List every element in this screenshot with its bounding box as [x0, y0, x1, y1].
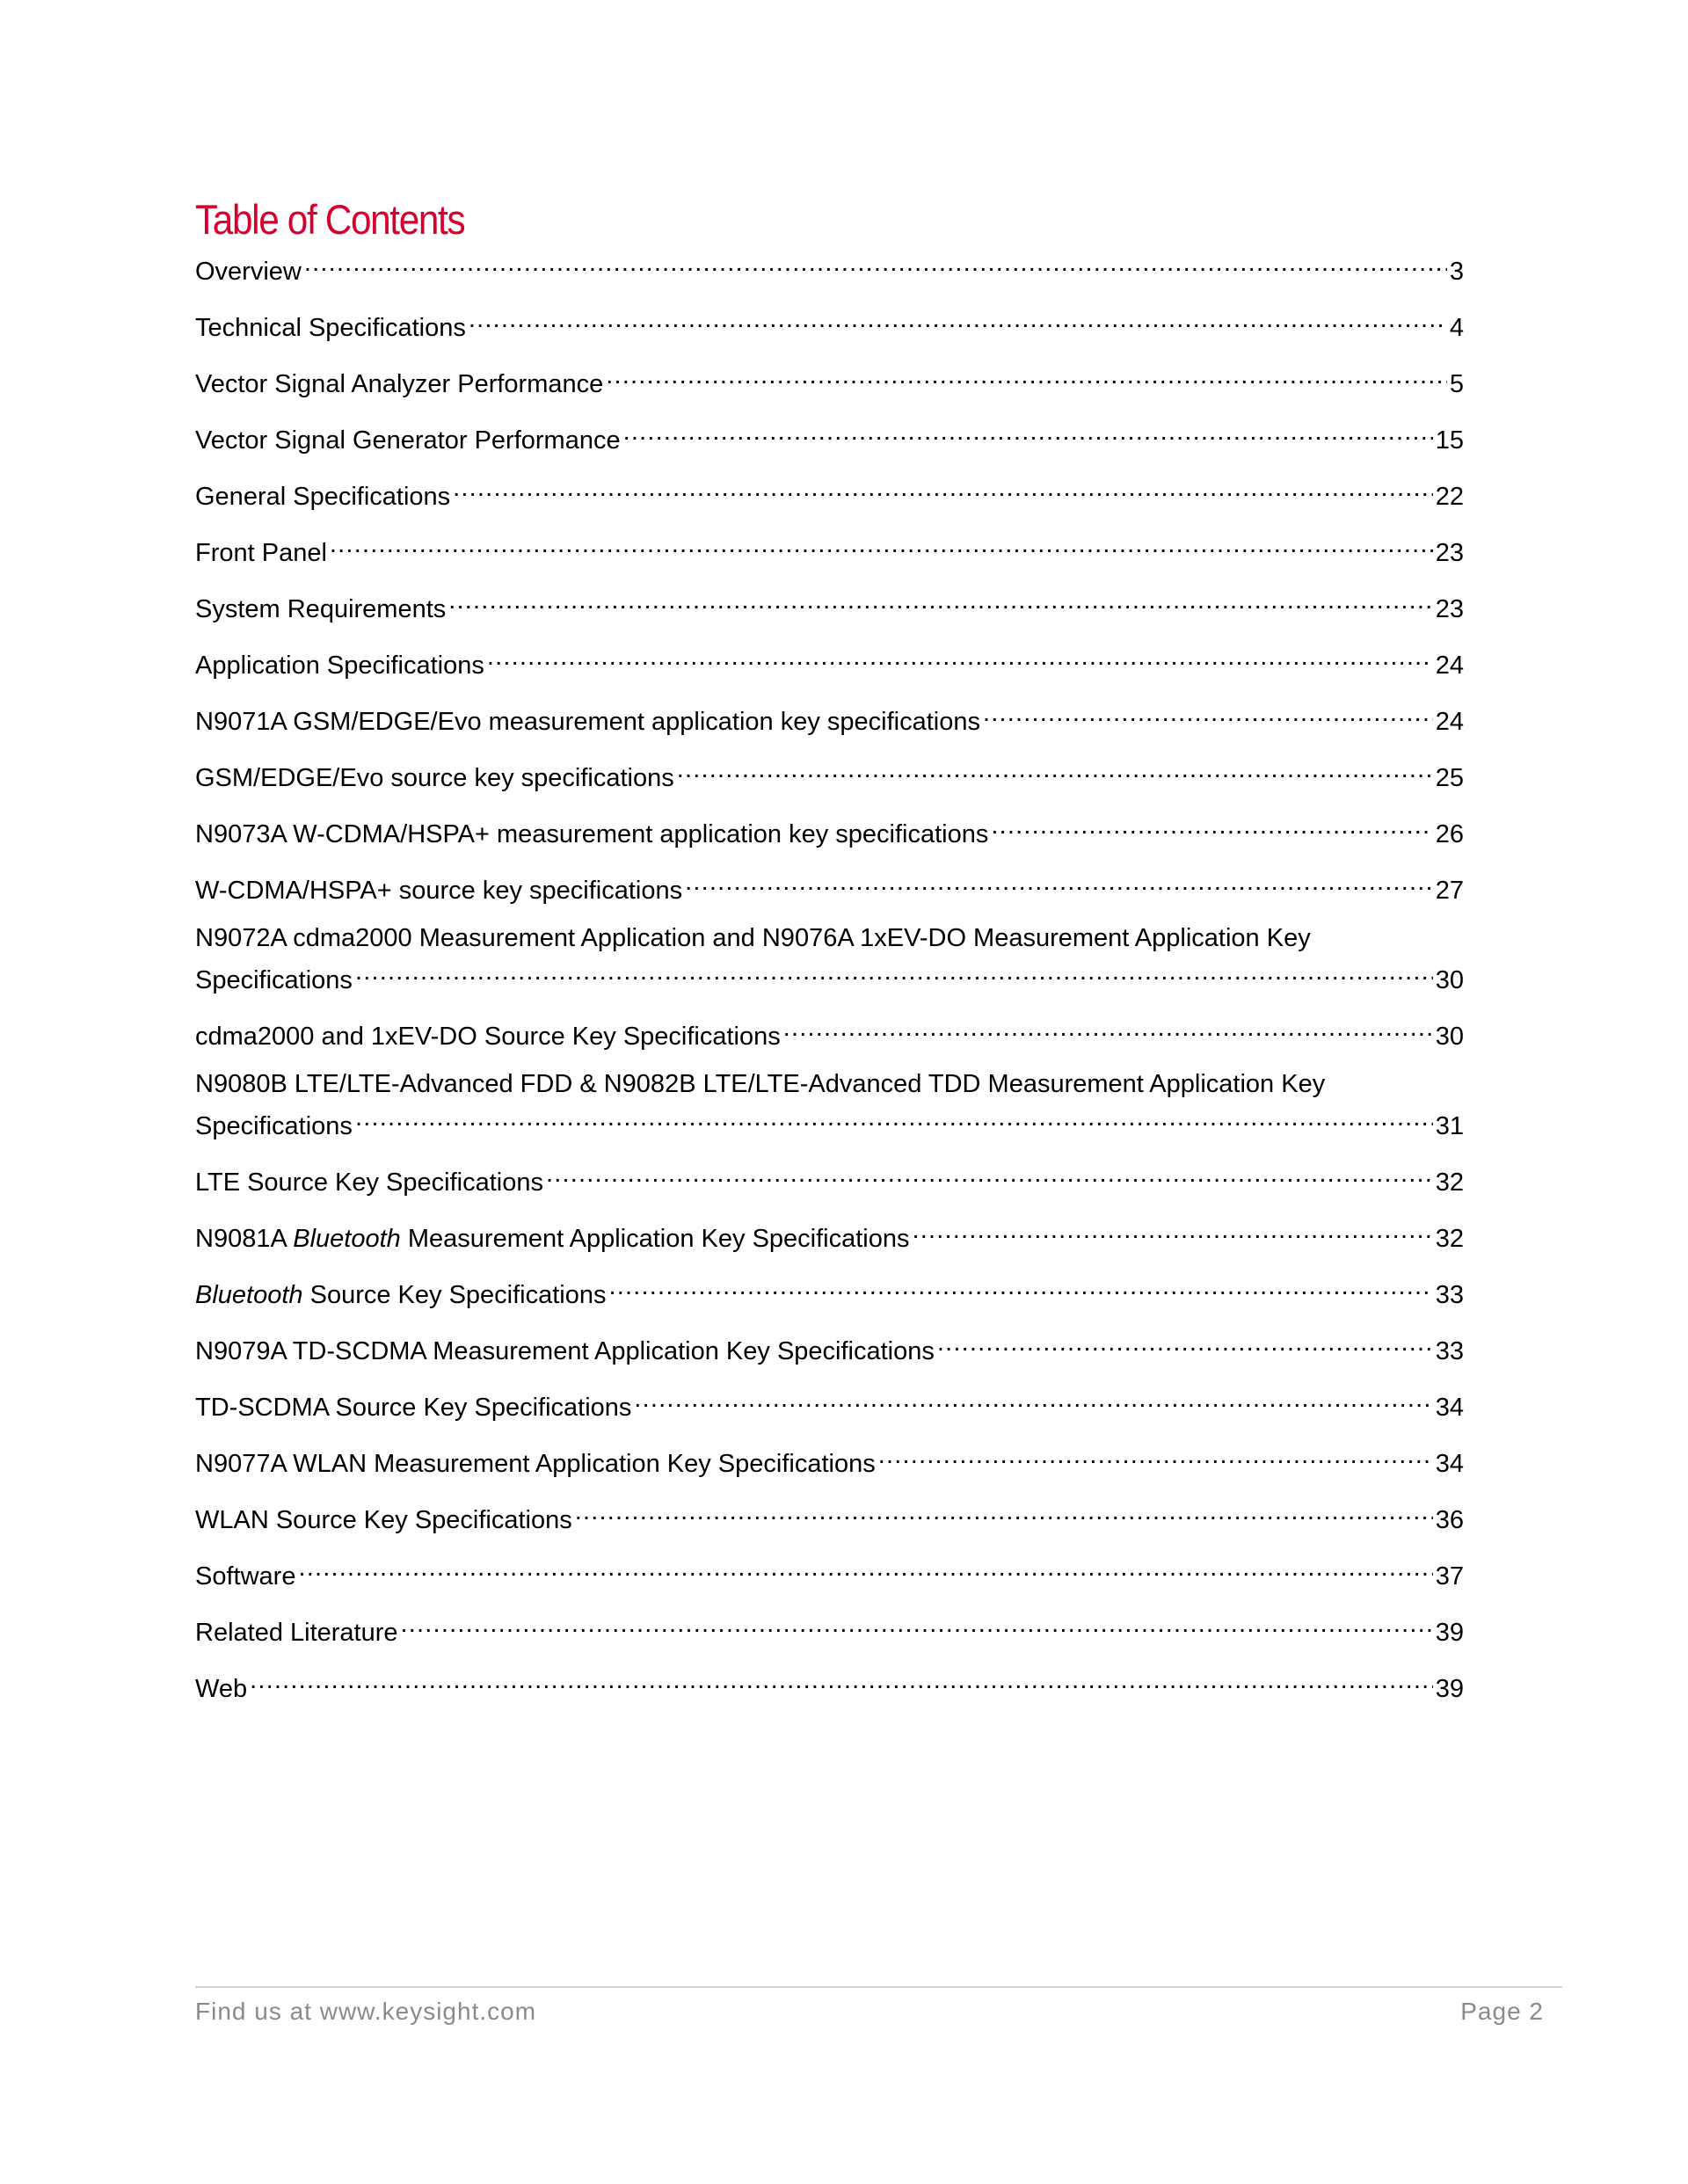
- page-title: Table of Contents: [195, 196, 465, 243]
- toc-entry[interactable]: [195, 359, 1464, 401]
- dot-leader: [487, 640, 1433, 673]
- toc-entry[interactable]: [195, 809, 1464, 851]
- toc-entry[interactable]: [195, 1213, 1464, 1256]
- dot-leader: [401, 1607, 1433, 1641]
- toc-entry-title: [195, 1335, 935, 1368]
- dot-leader: [937, 1326, 1433, 1359]
- toc-page-number: 15: [1435, 426, 1464, 455]
- toc-page-number: 24: [1435, 652, 1464, 680]
- dot-leader: [304, 246, 1447, 280]
- toc-entry[interactable]: [195, 640, 1464, 682]
- toc-page-number: 3: [1449, 258, 1464, 286]
- dot-leader: [606, 359, 1447, 392]
- title-text: cdma2000 and 1xEV-DO Source Key Specifications: [195, 1023, 781, 1051]
- title-text: Web: [195, 1675, 248, 1703]
- toc-entry[interactable]: [195, 246, 1464, 288]
- toc-entry-title: [195, 1447, 876, 1481]
- toc-entry-title-line1: N9080B LTE/LTE-Advanced FDD & N9082B LTE/LTE-Advanced TDD Measurement Application Key: [195, 1070, 1326, 1098]
- table-of-contents: [195, 246, 1464, 1720]
- toc-entry[interactable]: [195, 865, 1464, 907]
- title-text: N9071A GSM/EDGE/Evo measurement application key specifications: [195, 708, 980, 736]
- toc-page-number: 23: [1435, 595, 1464, 623]
- toc-entry-title: [195, 705, 980, 739]
- toc-entry-title: [195, 1110, 353, 1143]
- title-text: Overview: [195, 258, 302, 286]
- toc-entry-title: [195, 536, 327, 570]
- toc-page-number: 24: [1435, 708, 1464, 736]
- toc-entry-title: [195, 1391, 631, 1424]
- dot-leader: [250, 1663, 1433, 1697]
- toc-page-number: 34: [1435, 1450, 1464, 1478]
- toc-entry[interactable]: [195, 1011, 1464, 1053]
- toc-entry[interactable]: [195, 1270, 1464, 1312]
- toc-page-number: 4: [1449, 314, 1464, 342]
- title-text: Source Key Specifications: [302, 1281, 607, 1309]
- dot-leader: [298, 1551, 1432, 1584]
- title-text: N9077A WLAN Measurement Application Key Specifications: [195, 1450, 876, 1478]
- title-text: N9081A: [195, 1225, 294, 1253]
- toc-entry-title: [195, 1166, 543, 1199]
- toc-entry[interactable]: [195, 1382, 1464, 1424]
- dot-leader: [448, 584, 1432, 617]
- toc-page-number: 26: [1435, 820, 1464, 848]
- toc-entry-title: [195, 1020, 781, 1053]
- toc-entry[interactable]: [195, 1607, 1464, 1649]
- title-text: Application Specifications: [195, 652, 484, 680]
- toc-entry-title: [195, 311, 466, 345]
- toc-entry[interactable]: [195, 415, 1464, 457]
- toc-entry-title: [195, 593, 446, 626]
- toc-entry[interactable]: [195, 1551, 1464, 1593]
- toc-entry-title: [195, 874, 682, 907]
- title-text: Vector Signal Analyzer Performance: [195, 370, 604, 398]
- toc-entry[interactable]: [195, 1438, 1464, 1481]
- dot-leader: [685, 865, 1433, 899]
- title-text: Specifications: [195, 966, 353, 994]
- title-text: N9079A TD-SCDMA Measurement Application Key Specifications: [195, 1337, 935, 1365]
- toc-page-number: 27: [1435, 877, 1464, 905]
- toc-entry-title: [195, 1503, 572, 1537]
- toc-entry[interactable]: [195, 696, 1464, 739]
- dot-leader: [623, 415, 1433, 448]
- toc-entry[interactable]: [195, 1495, 1464, 1537]
- toc-page-number: 5: [1449, 370, 1464, 398]
- toc-entry-title: [195, 1672, 247, 1706]
- title-text: Specifications: [195, 1112, 353, 1140]
- title-text: TD-SCDMA Source Key Specifications: [195, 1394, 632, 1422]
- toc-entry[interactable]: [195, 1067, 1464, 1143]
- title-italic: Bluetooth: [195, 1281, 303, 1309]
- title-text: WLAN Source Key Specifications: [195, 1506, 572, 1534]
- toc-page-number: 32: [1435, 1168, 1464, 1197]
- dot-leader: [913, 1213, 1433, 1247]
- toc-entry-title: [195, 1616, 398, 1649]
- toc-entry-title: [195, 649, 484, 682]
- toc-page-number: 33: [1435, 1281, 1464, 1309]
- title-text: Vector Signal Generator Performance: [195, 426, 621, 455]
- toc-page-number: 25: [1435, 764, 1464, 792]
- dot-leader: [355, 955, 1433, 988]
- toc-entry[interactable]: [195, 1663, 1464, 1706]
- title-italic: Bluetooth: [293, 1225, 401, 1253]
- toc-page-number: 36: [1435, 1506, 1464, 1534]
- title-text: Measurement Application Key Specifications: [400, 1225, 910, 1253]
- dot-leader: [546, 1157, 1433, 1190]
- title-text: GSM/EDGE/Evo source key specifications: [195, 764, 674, 792]
- toc-entry-title: [195, 368, 603, 401]
- toc-entry-title: [195, 964, 353, 997]
- toc-page-number: 39: [1435, 1619, 1464, 1647]
- toc-entry[interactable]: [195, 921, 1464, 997]
- toc-entry[interactable]: [195, 1326, 1464, 1368]
- toc-page-number: 30: [1435, 1023, 1464, 1051]
- toc-entry[interactable]: [195, 528, 1464, 570]
- toc-entry-title: [195, 1222, 910, 1256]
- toc-entry-title: [195, 424, 621, 457]
- toc-page-number: 39: [1435, 1675, 1464, 1703]
- toc-entry[interactable]: [195, 753, 1464, 795]
- toc-entry-title: [195, 818, 988, 851]
- toc-entry[interactable]: [195, 471, 1464, 513]
- toc-entry-title: [195, 761, 674, 795]
- title-text: Software: [195, 1562, 296, 1591]
- toc-entry-title: [195, 1560, 295, 1593]
- toc-page-number: 34: [1435, 1394, 1464, 1422]
- dot-leader: [330, 528, 1433, 561]
- title-text: W-CDMA/HSPA+ source key specifications: [195, 877, 683, 905]
- dot-leader: [878, 1438, 1433, 1472]
- title-text: General Specifications: [195, 483, 451, 511]
- footer-divider: [195, 1986, 1562, 1988]
- toc-page-number: 22: [1435, 483, 1464, 511]
- dot-leader: [453, 471, 1433, 505]
- dot-leader: [634, 1382, 1432, 1416]
- toc-entry-title-line1: N9072A cdma2000 Measurement Application and N9076A 1xEV-DO Measurement Application Key: [195, 924, 1311, 952]
- title-text: System Requirements: [195, 595, 447, 623]
- footer-page-number: Page 2: [1460, 1998, 1544, 2025]
- dot-leader: [609, 1270, 1433, 1303]
- dot-leader: [355, 1101, 1433, 1134]
- toc-entry[interactable]: [195, 302, 1464, 345]
- dot-leader: [469, 302, 1447, 336]
- dot-leader: [677, 753, 1433, 786]
- title-text: Related Literature: [195, 1619, 398, 1647]
- toc-entry[interactable]: [195, 1157, 1464, 1199]
- footer-website[interactable]: Find us at www.keysight.com: [195, 1998, 537, 2025]
- toc-entry-title: [195, 480, 450, 513]
- title-text: Front Panel: [195, 539, 327, 567]
- toc-page-number: 31: [1435, 1112, 1464, 1140]
- dot-leader: [991, 809, 1432, 842]
- title-text: N9073A W-CDMA/HSPA+ measurement application key specifications: [195, 820, 989, 848]
- toc-entry-title: [195, 1278, 607, 1312]
- toc-page-number: 37: [1435, 1562, 1464, 1591]
- dot-leader: [783, 1011, 1433, 1045]
- toc-page-number: 33: [1435, 1337, 1464, 1365]
- toc-page-number: 23: [1435, 539, 1464, 567]
- toc-page-number: 30: [1435, 966, 1464, 994]
- dot-leader: [983, 696, 1433, 730]
- dot-leader: [575, 1495, 1433, 1528]
- toc-entry[interactable]: [195, 584, 1464, 626]
- title-text: Technical Specifications: [195, 314, 466, 342]
- toc-page-number: 32: [1435, 1225, 1464, 1253]
- title-text: LTE Source Key Specifications: [195, 1168, 543, 1197]
- toc-entry-title: [195, 255, 302, 288]
